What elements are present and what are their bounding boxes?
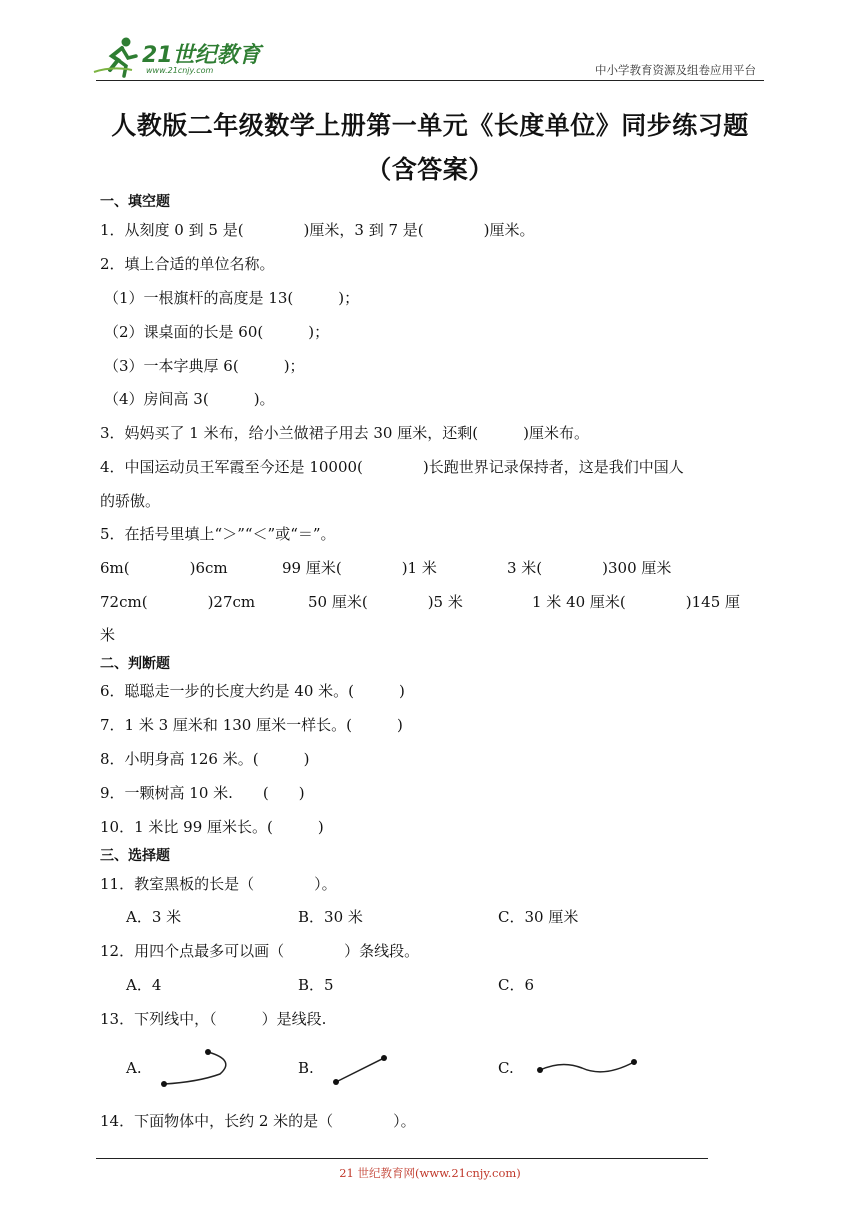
question-5-e: 50 厘米( )5 米	[308, 593, 463, 611]
logo-text: 21世纪教育	[142, 43, 261, 68]
question-12: 12．用四个点最多可以画（ ）条线段。	[100, 942, 420, 960]
question-13: 13．下列线中，（ ）是线段.	[100, 1010, 327, 1028]
question-14: 14．下面物体中，长约 2 米的是（ ）。	[100, 1112, 416, 1130]
question-6: 6．聪聪走一步的长度大约是 40 米。( )	[100, 682, 405, 700]
question-11-option-c: C．30 厘米	[498, 908, 579, 926]
segment-b-figure	[330, 1052, 390, 1088]
question-1: 1．从刻度 0 到 5 是( )厘米，3 到 7 是( )厘米。	[100, 221, 535, 239]
logo	[92, 36, 262, 78]
question-5-f: 1 米 40 厘米( )145 厘	[532, 593, 741, 611]
question-4-line2: 的骄傲。	[100, 492, 161, 510]
question-11-option-b: B．30 米	[298, 908, 363, 926]
question-12-option-c: C．6	[498, 976, 535, 994]
question-8: 8．小明身高 126 米。( )	[100, 750, 310, 768]
question-5-a: 6m( )6cm	[100, 559, 228, 577]
question-10: 10．1 米比 99 厘米长。( )	[100, 818, 324, 836]
question-5-f-wrap: 米	[100, 626, 116, 644]
question-2-2: （2）课桌面的长是 60( )；	[104, 323, 330, 341]
curve-c-figure	[532, 1054, 642, 1080]
question-13-option-c: C.	[498, 1059, 514, 1077]
header-divider	[96, 80, 764, 81]
logo-url: www.21cnjy.com	[146, 66, 214, 75]
question-9: 9．一颗树高 10 米. ( )	[100, 784, 305, 802]
question-13-option-b: B.	[298, 1059, 314, 1077]
curve-a-figure	[158, 1044, 234, 1090]
question-11-option-a: A．3 米	[126, 908, 182, 926]
question-4-line1: 4．中国运动员王军霞至今还是 10000( )长跑世界记录保持者，这是我们中国人	[100, 458, 684, 476]
question-12-option-a: A．4	[126, 976, 162, 994]
section-heading-true-false: 二、判断题	[100, 656, 170, 672]
question-5-d: 72cm( )27cm	[100, 593, 256, 611]
question-2-4: （4）房间高 3( )。	[104, 390, 275, 408]
section-heading-multiple-choice: 三、选择题	[100, 848, 170, 864]
question-3: 3．妈妈买了 1 米布，给小兰做裙子用去 30 厘米，还剩( )厘米布。	[100, 424, 589, 442]
page-subtitle: （含答案）	[366, 155, 494, 184]
footer-text: 21 世纪教育网(www.21cnjy.com)	[339, 1166, 521, 1180]
question-5-c: 3 米( )300 厘米	[507, 559, 672, 577]
question-5: 5．在括号里填上“＞”“＜”或“＝”。	[100, 525, 336, 543]
runner-logo-icon	[92, 36, 140, 78]
page-title: 人教版二年级数学上册第一单元《长度单位》同步练习题	[111, 111, 749, 140]
question-11: 11．教室黑板的长是（ ）。	[100, 875, 337, 893]
footer-divider	[96, 1158, 708, 1159]
section-heading-fill-blank: 一、填空题	[100, 194, 170, 210]
question-12-option-b: B．5	[298, 976, 334, 994]
question-2-1: （1）一根旗杆的高度是 13( )；	[104, 289, 360, 307]
question-13-option-a: A.	[126, 1059, 142, 1077]
question-5-b: 99 厘米( )1 米	[282, 559, 437, 577]
question-2: 2．填上合适的单位名称。	[100, 255, 275, 273]
question-2-3: （3）一本字典厚 6( )；	[104, 357, 305, 375]
question-7: 7．1 米 3 厘米和 130 厘米一样长。( )	[100, 716, 403, 734]
header-platform-text: 中小学教育资源及组卷应用平台	[595, 63, 756, 77]
